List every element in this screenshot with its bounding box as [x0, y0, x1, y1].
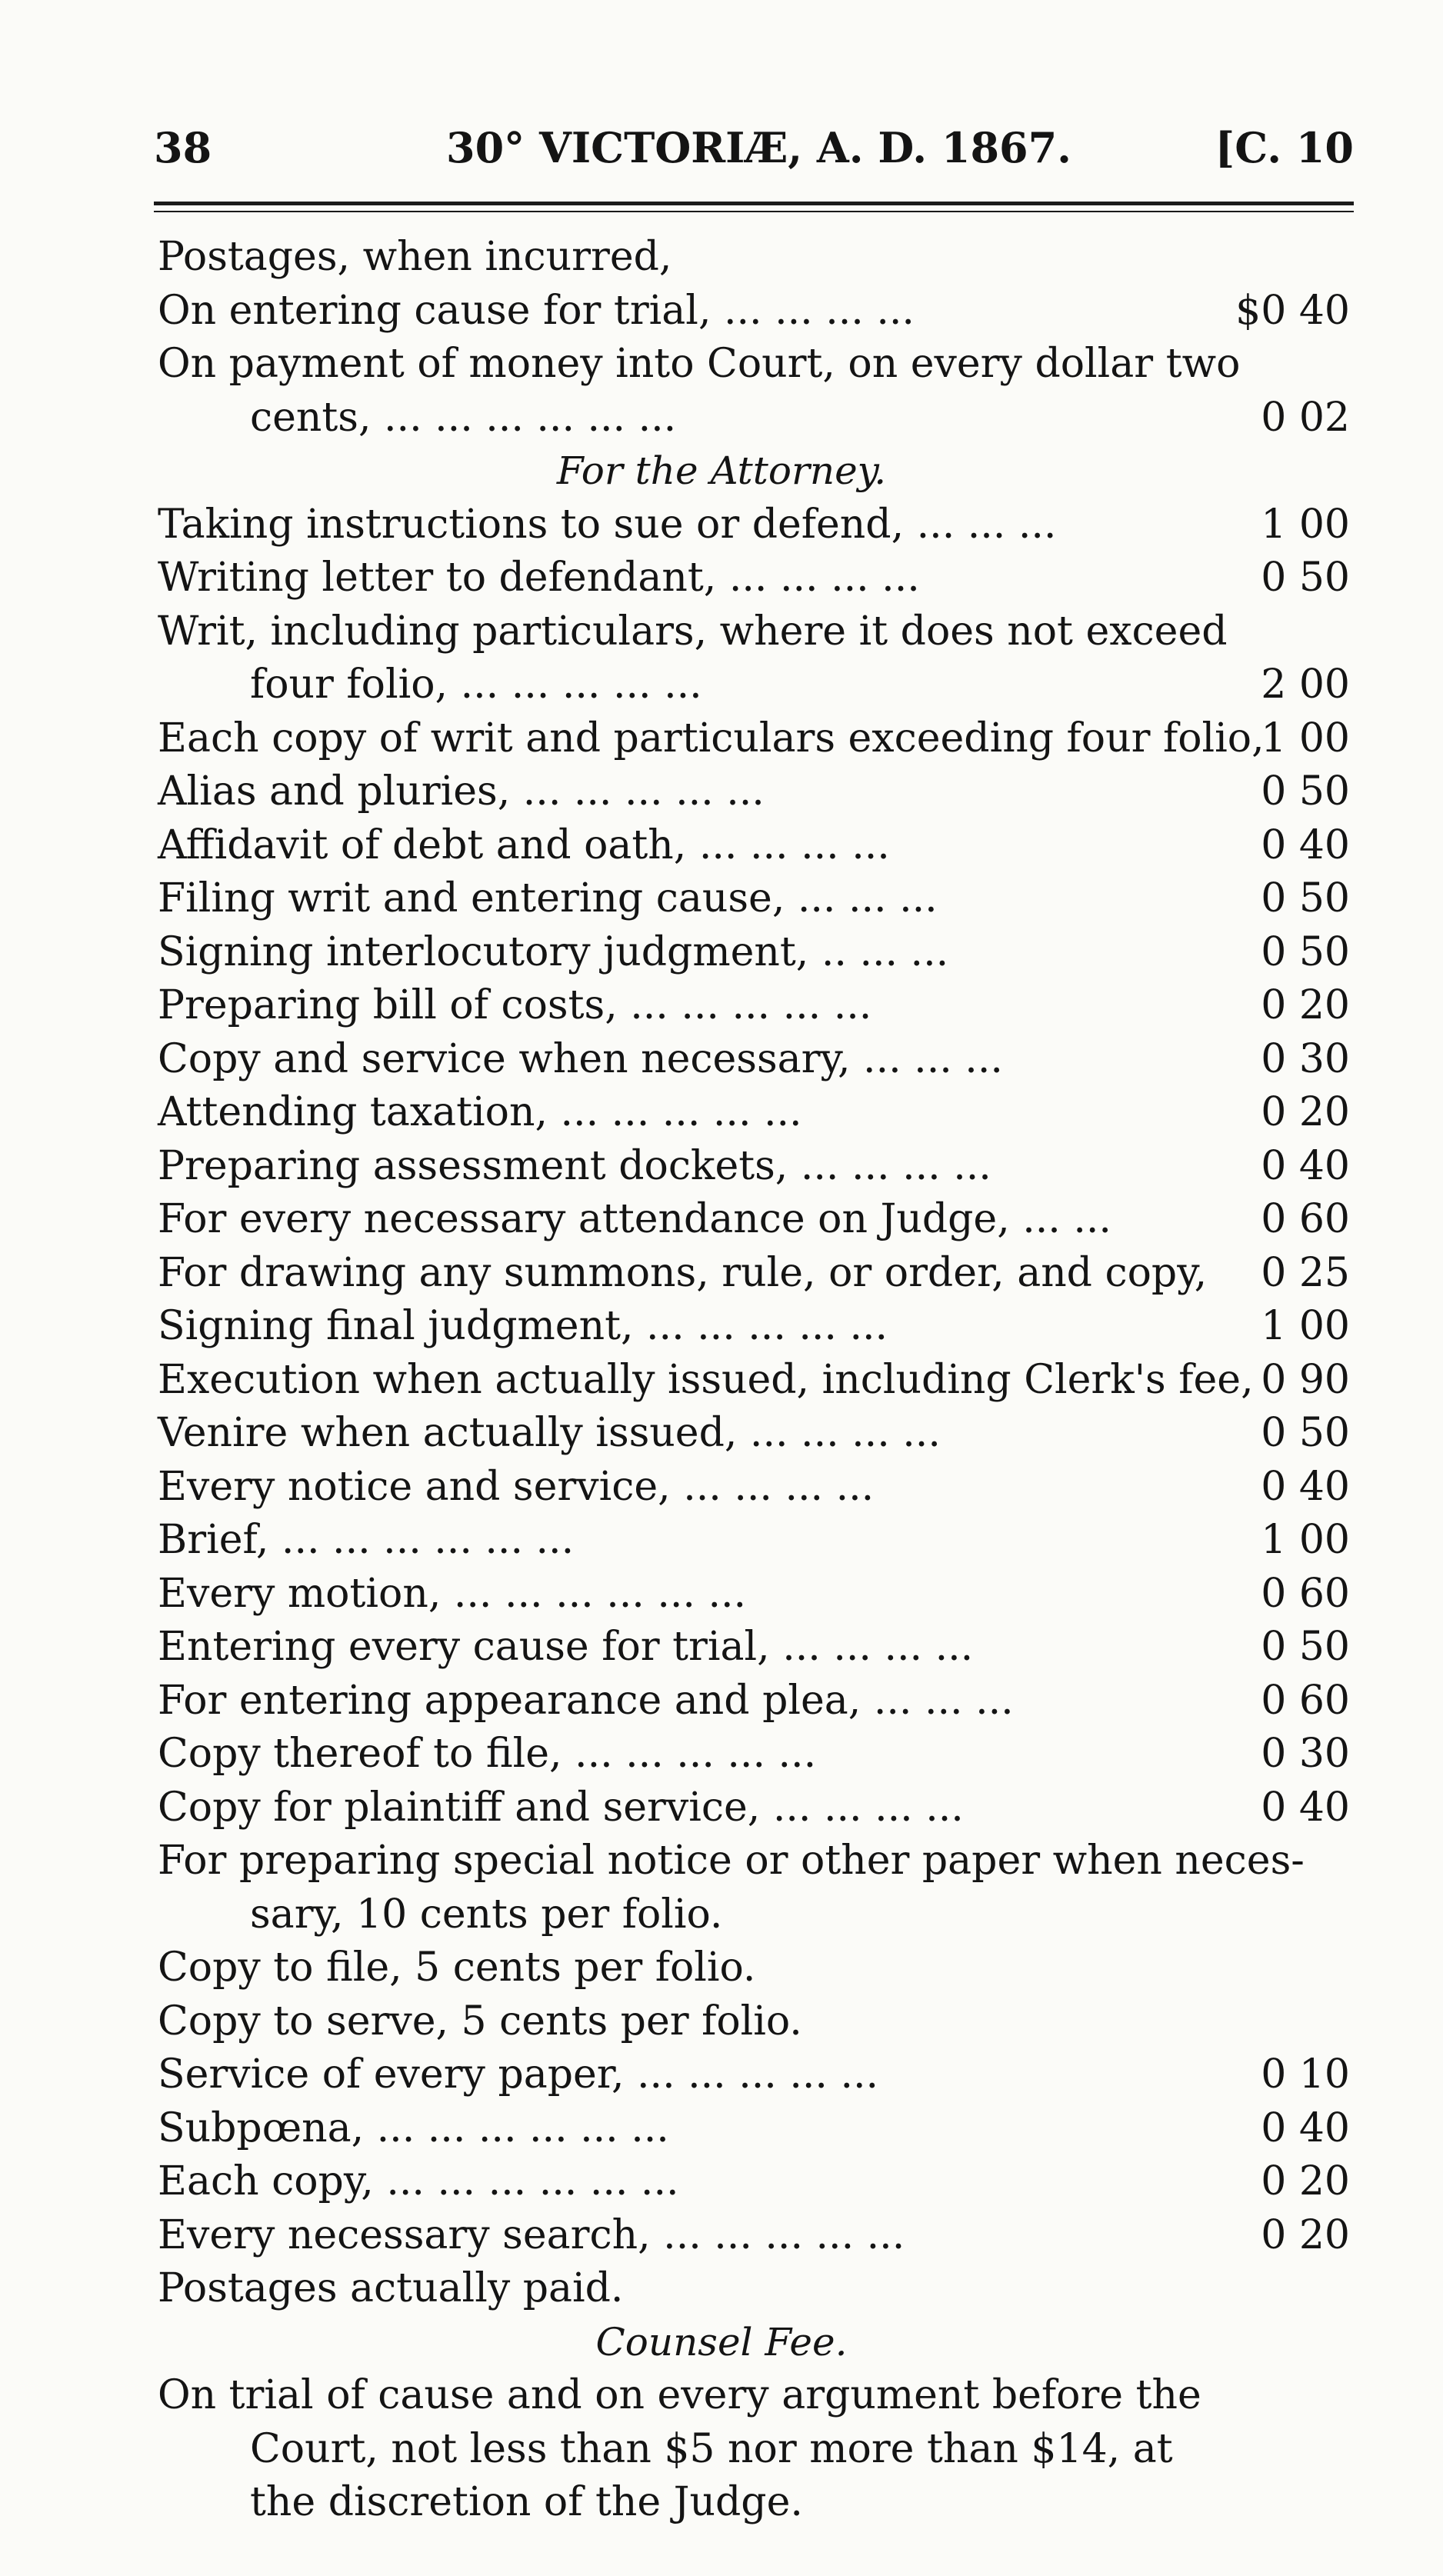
- fee-item-amount: 0 50: [1261, 555, 1350, 601]
- fee-item-text: Taking instructions to sue or defend, ... ... ...: [158, 502, 1057, 548]
- fee-item-amount: 0 50: [1261, 1410, 1350, 1456]
- page-title: 30° VICTORIÆ, A. D. 1867.: [446, 123, 1071, 172]
- fee-item-amount: 0 30: [1261, 1036, 1350, 1082]
- fee-item-text: Filing writ and entering cause, ... ... ...: [158, 875, 938, 921]
- fee-item-text: Alias and pluries, ... ... ... ... ...: [158, 768, 765, 815]
- fee-item-amount: 0 40: [1261, 2105, 1350, 2151]
- fee-item-text: Postages actually paid.: [158, 2265, 624, 2311]
- header-rule-thin: [154, 211, 1354, 212]
- fee-item-amount: 0 30: [1261, 1731, 1350, 1777]
- fee-item-text: Copy and service when necessary, ... ... ...: [158, 1036, 1003, 1082]
- fee-item-text: Copy for plaintiff and service, ... ... ... ...: [158, 1785, 964, 1831]
- fee-item-text: Attending taxation, ... ... ... ... ...: [158, 1089, 802, 1135]
- fee-item-amount: 2 00: [1261, 661, 1350, 708]
- fee-item-text: Affidavit of debt and oath, ... ... ... ...: [158, 822, 890, 868]
- fee-item-amount: 0 50: [1261, 929, 1350, 975]
- fee-item-text: For every necessary attendance on Judge, ... ...: [158, 1196, 1111, 1242]
- fee-item-text: Service of every paper, ... ... ... ... ...: [158, 2051, 879, 2098]
- fee-item-text: Entering every cause for trial, ... ... ... ...: [158, 1624, 974, 1670]
- fee-item-text: Copy thereof to file, ... ... ... ... ...: [158, 1731, 817, 1777]
- fee-item-text: the discretion of the Judge.: [250, 2479, 803, 2525]
- fee-item-text: For drawing any summons, rule, or order, and copy,: [158, 1250, 1208, 1296]
- fee-item-text: Writing letter to defendant, ... ... ... ...: [158, 555, 920, 601]
- page-number: 38: [154, 123, 212, 172]
- fee-item-text: Every motion, ... ... ... ... ... ...: [158, 1571, 747, 1617]
- fee-item-text: For preparing special notice or other paper when neces-: [158, 1838, 1305, 1884]
- fee-item-text: Each copy, ... ... ... ... ... ...: [158, 2158, 679, 2204]
- fee-item-amount: 1 00: [1261, 715, 1350, 761]
- chapter-reference: [C. 10: [1215, 123, 1354, 172]
- fee-item-text: cents, ... ... ... ... ... ...: [250, 395, 677, 441]
- fee-item-amount: 0 50: [1261, 768, 1350, 815]
- section-heading: Counsel Fee.: [595, 2320, 848, 2364]
- fee-item-amount: 0 60: [1261, 1678, 1350, 1724]
- fee-item-text: Writ, including particulars, where it does not exceed: [158, 608, 1228, 655]
- fee-item-amount: $0 40: [1235, 288, 1350, 334]
- fee-item-amount: 0 40: [1261, 822, 1350, 868]
- fee-item-amount: 0 20: [1261, 982, 1350, 1028]
- fee-item-text: Postages, when incurred,: [158, 234, 672, 280]
- fee-item-text: sary, 10 cents per folio.: [250, 1891, 723, 1938]
- fee-item-amount: 0 50: [1261, 875, 1350, 921]
- fee-item-amount: 0 20: [1261, 1089, 1350, 1135]
- fee-item-text: Each copy of writ and particulars exceeding four folio,: [158, 715, 1265, 761]
- fee-item-amount: 0 50: [1261, 1624, 1350, 1670]
- fee-item-amount: 0 40: [1261, 1464, 1350, 1510]
- fee-item-text: Every necessary search, ... ... ... ... ...: [158, 2212, 905, 2258]
- fee-item-text: Signing interlocutory judgment, .. ... ...: [158, 929, 949, 975]
- fee-item-amount: 0 25: [1261, 1250, 1350, 1296]
- fee-item-text: Brief, ... ... ... ... ... ...: [158, 1517, 575, 1563]
- fee-item-text: Every notice and service, ... ... ... ...: [158, 1464, 875, 1510]
- fee-item-text: For entering appearance and plea, ... ... ...: [158, 1678, 1014, 1724]
- fee-item-amount: 0 40: [1261, 1785, 1350, 1831]
- fee-item-amount: 0 90: [1261, 1357, 1350, 1403]
- fee-item-amount: 0 02: [1261, 395, 1350, 441]
- fee-item-text: Court, not less than $5 nor more than $14, at: [250, 2426, 1173, 2472]
- fee-item-amount: 1 00: [1261, 1517, 1350, 1563]
- fee-item-text: Venire when actually issued, ... ... ... ...: [158, 1410, 941, 1456]
- fee-item-text: Preparing assessment dockets, ... ... ... ...: [158, 1143, 991, 1189]
- fee-item-text: On trial of cause and on every argument before the: [158, 2372, 1201, 2418]
- fee-item-text: On payment of money into Court, on every dollar two: [158, 341, 1241, 387]
- fee-item-amount: 0 60: [1261, 1196, 1350, 1242]
- fee-item-text: Signing final judgment, ... ... ... ... ...: [158, 1303, 888, 1349]
- fee-item-text: Preparing bill of costs, ... ... ... ... ...: [158, 982, 872, 1028]
- fee-item-text: Copy to serve, 5 cents per folio.: [158, 1998, 802, 2044]
- fee-item-text: four folio, ... ... ... ... ...: [250, 661, 702, 708]
- fee-item-amount: 1 00: [1261, 1303, 1350, 1349]
- fee-item-amount: 0 60: [1261, 1571, 1350, 1617]
- fee-item-text: Execution when actually issued, including Clerk's fee,: [158, 1357, 1254, 1403]
- fee-item-text: Copy to file, 5 cents per folio.: [158, 1944, 756, 1991]
- section-heading: For the Attorney.: [556, 448, 887, 493]
- fee-item-text: On entering cause for trial, ... ... ... ...: [158, 288, 915, 334]
- page-header: [154, 123, 1354, 185]
- fee-item-amount: 0 10: [1261, 2051, 1350, 2098]
- fee-item-amount: 0 20: [1261, 2212, 1350, 2258]
- fee-item-text: Subpœna, ... ... ... ... ... ...: [158, 2105, 669, 2151]
- fee-item-amount: 1 00: [1261, 502, 1350, 548]
- fee-item-amount: 0 40: [1261, 1143, 1350, 1189]
- fee-item-amount: 0 20: [1261, 2158, 1350, 2204]
- header-rule-thick: [154, 202, 1354, 205]
